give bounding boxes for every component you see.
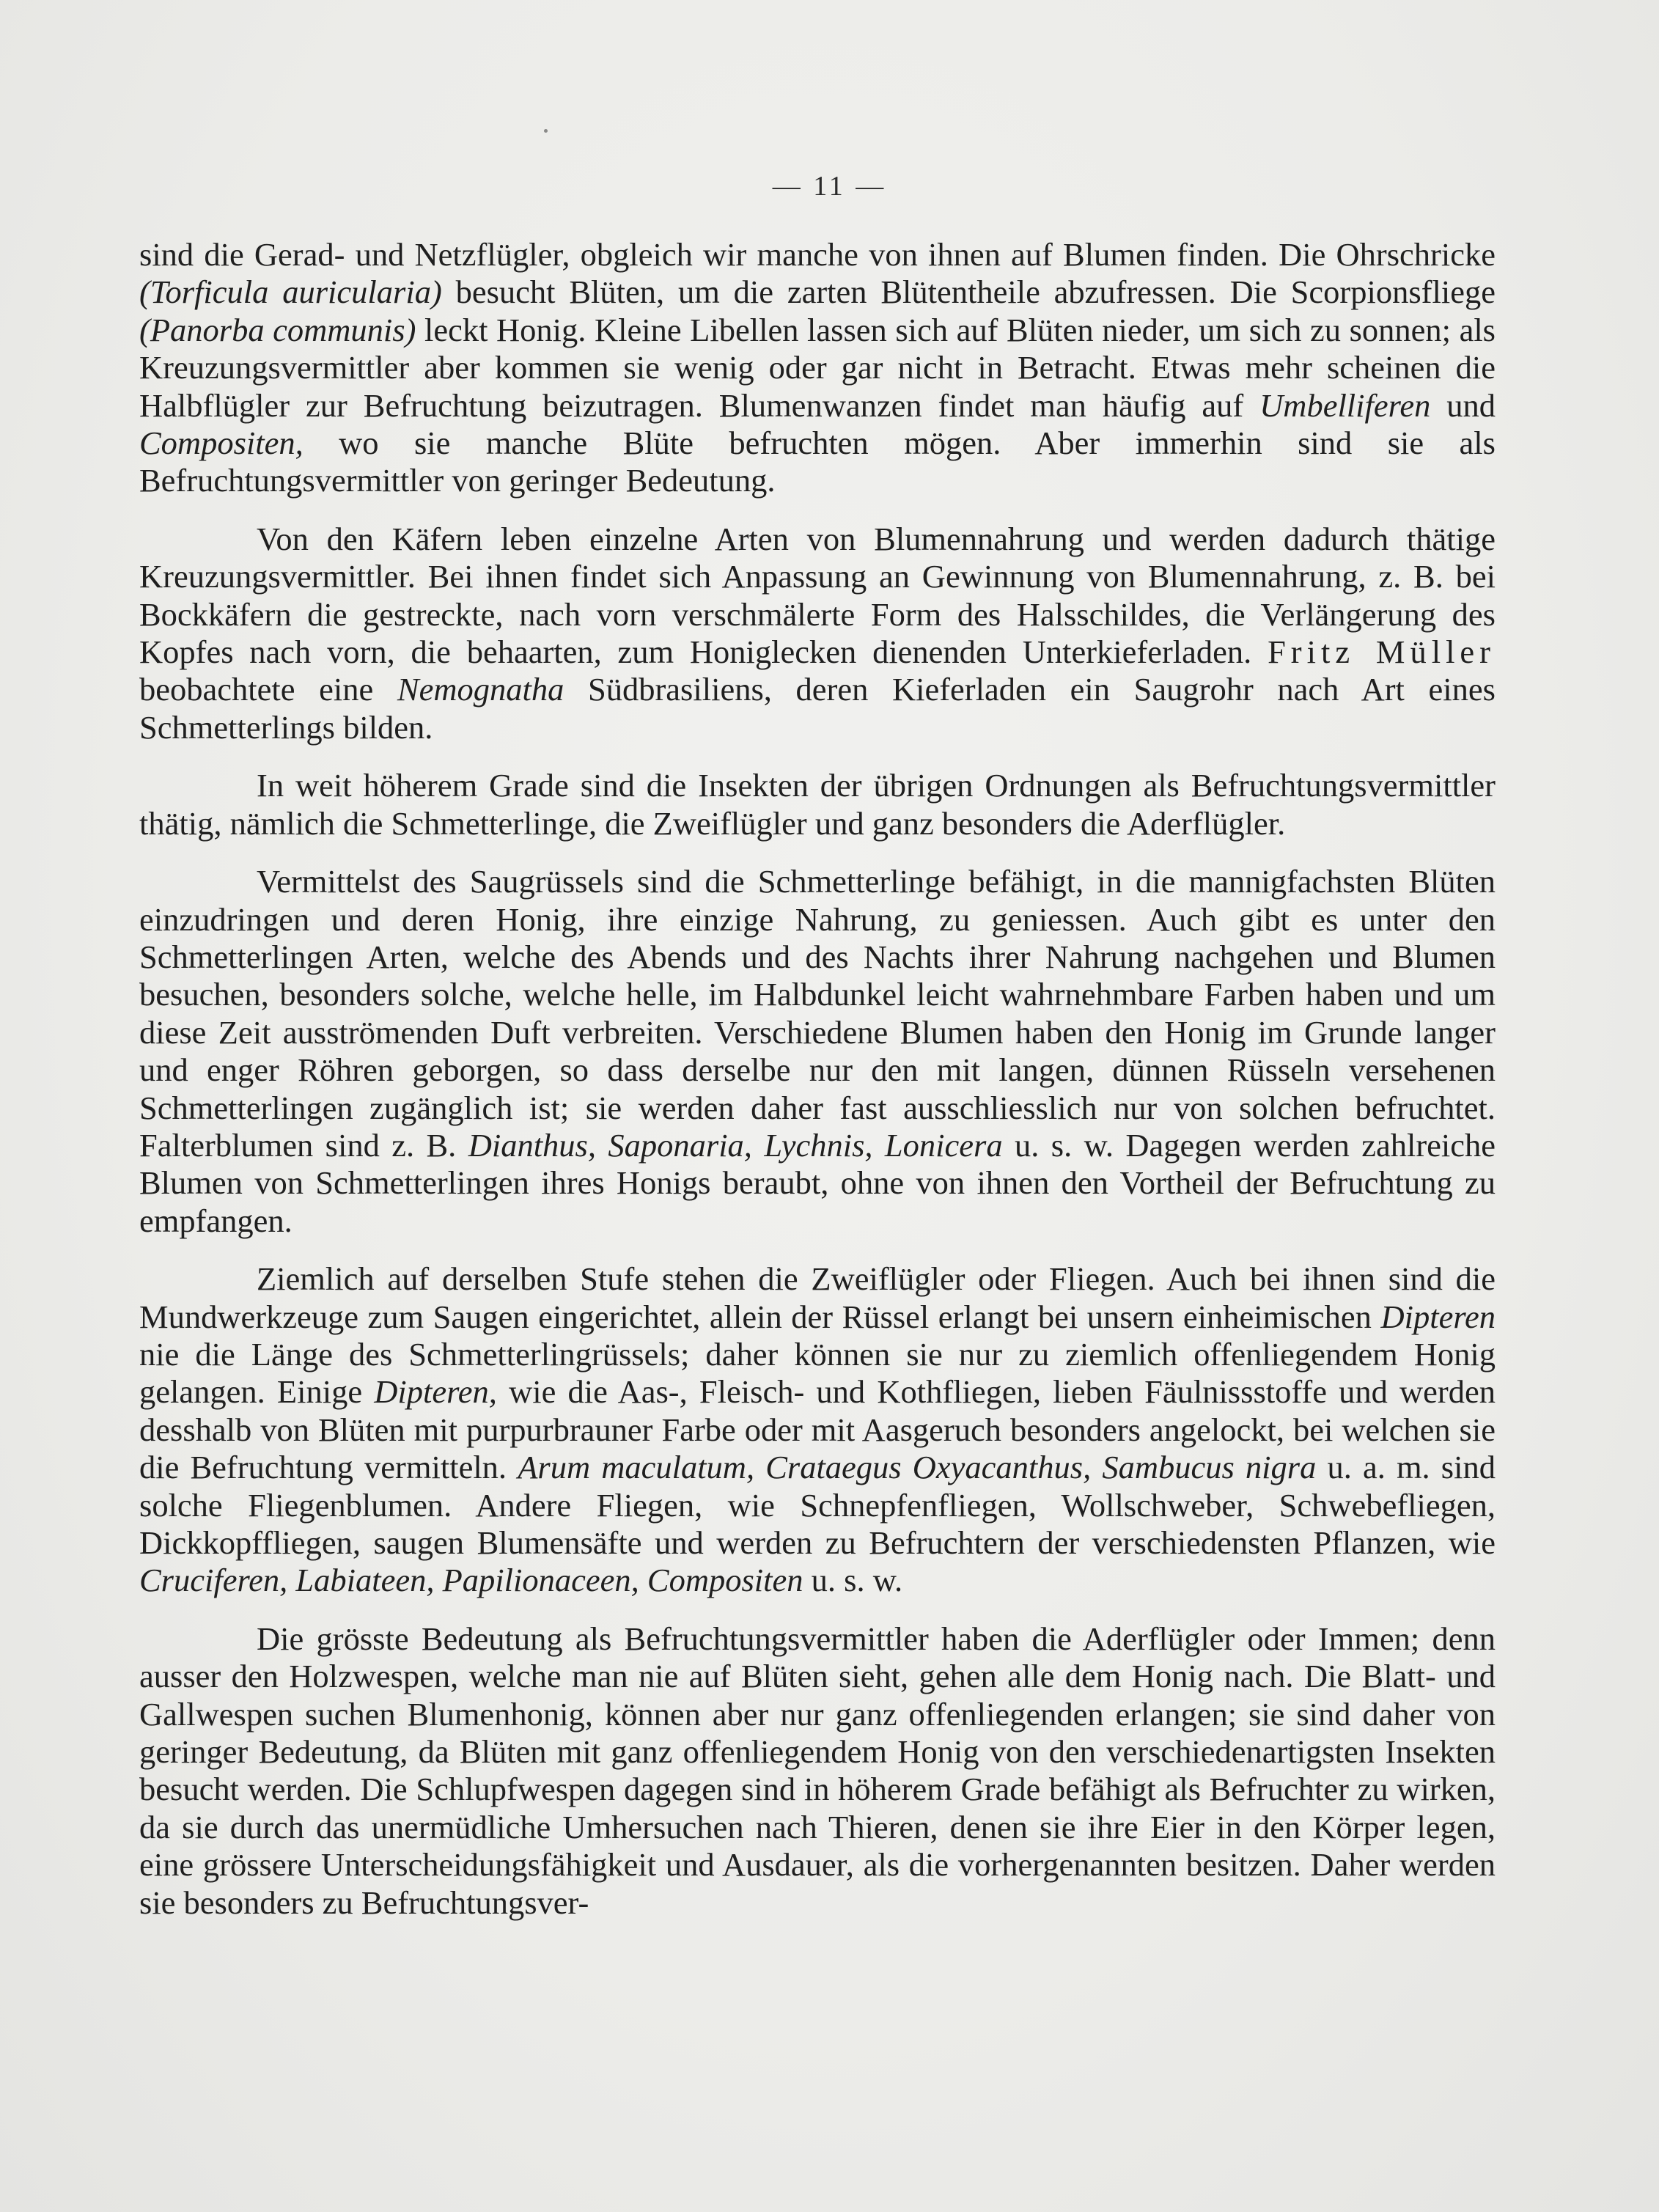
italic-term: Nemognatha xyxy=(397,671,564,708)
italic-term: Compositen, xyxy=(139,425,304,462)
body-text xyxy=(139,236,1496,1942)
paragraph xyxy=(139,863,1496,1240)
print-speck xyxy=(544,129,548,133)
italic-term: Umbelliferen xyxy=(1259,386,1431,424)
italic-term: Dianthus, Saponaria, Lychnis, Lonicera xyxy=(468,1126,1003,1164)
text-run: u. a. m. sind solche Fliegenblumen. Andere Fliegen, wie Schnepfenfliegen, Wollschweber, Schwebefliegen, Dickkopffliegen, saugen Blumensäfte und werden zu Befruchtern der verschiedensten Pflanzen, wie xyxy=(139,1449,1496,1561)
text-run: Von den Käfern leben einzelne Arten von Blumennahrung und werden dadurch thätige Kreuzungsvermittler. Bei ihnen findet sich Anpassung an Gewinnung von Blumennahrung, z. B. bei Bockkäfern die gestreckte, nach vorn verschmälerte Form des Halsschildes, die Verlängerung des Kopfes nach vorn, die behaarten, zum Honiglecken dienenden Unterkieferladen. xyxy=(139,520,1496,671)
text-run: beobachtete eine xyxy=(139,671,397,708)
text-run: besucht Blüten, um die zarten Blütentheile abzufressen. Die Scorpionsfliege xyxy=(441,273,1496,311)
text-run: und xyxy=(1430,386,1496,424)
text-run: wie die Aas-, Fleisch- und Kothfliegen, lieben Fäulnissstoffe und werden desshalb von Blüten mit purpurbrauner Farbe oder mit Aasgeruch besonders angelockt, bei welchen sie die Befruchtung vermitteln. xyxy=(139,1373,1496,1486)
text-run: u. s. w. xyxy=(803,1562,903,1599)
italic-term: Arum maculatum, Crataegus Oxyacanthus, Sambucus nigra xyxy=(518,1449,1317,1486)
italic-term: Dipteren xyxy=(1380,1298,1496,1335)
paragraph xyxy=(139,236,1496,500)
paragraph xyxy=(139,521,1496,746)
paragraph xyxy=(139,767,1496,842)
italic-term: Cruciferen, Labiateen, Papilionaceen, Compositen xyxy=(139,1562,803,1599)
text-run: nie die Länge des Schmetterlingrüssels; daher können sie nur zu ziemlich offenliegendem Honig gelangen. Einige xyxy=(139,1335,1496,1411)
text-run: u. s. w. Dagegen werden zahlreiche Blumen von Schmetterlingen ihres Honigs beraubt, ohne von ihnen den Vortheil der Befruchtung zu empfangen. xyxy=(139,1126,1496,1239)
text-run: Ziemlich auf derselben Stufe stehen die Zweiflügler oder Fliegen. Auch bei ihnen sind die Mundwerkzeuge zum Saugen eingerichtet, allein der Rüssel erlangt bei unsern einheimischen xyxy=(139,1260,1496,1335)
italic-term: (Torficula auricularia) xyxy=(139,273,442,311)
page-number: — 11 — xyxy=(772,171,887,202)
text-run: Die grösste Bedeutung als Befruchtungsvermittler haben die Aderflügler oder Immen; denn ausser den Holzwespen, welche man nie auf Blüten sieht, gehen alle dem Honig nach. Die Blatt- und Gallwespen suchen Blumenhonig, können aber nur ganz offenliegenden erlangen; sie sind daher von geringer Bedeutung, da Blüten mit ganz offenliegendem Honig von den verschiedenartigsten Insekten besucht werden. Die Schlupfwespen dagegen sind in höherem Grade befähigt als Befruchter zu wirken, da sie durch das unermüdliche Umhersuchen nach Thieren, denen sie ihre Eier in den Körper legen, eine grössere Unterscheidungsfähigkeit und Ausdauer, als die vorhergenannten besitzen. Daher werden sie besonders zu Befruchtungsver- xyxy=(139,1620,1496,1921)
italic-term: Dipteren, xyxy=(374,1373,497,1411)
text-run: In weit höherem Grade sind die Insekten der übrigen Ordnungen als Befruchtungsvermittler thätig, nämlich die Schmetterlinge, die Zweiflügler und ganz besonders die Aderflügler. xyxy=(139,767,1496,842)
text-run: Südbrasiliens, deren Kieferladen ein Saugrohr nach Art eines Schmetterlings bilden. xyxy=(139,671,1496,746)
text-run: leckt Honig. Kleine Libellen lassen sich auf Blüten nieder, um sich zu sonnen; als Kreuzungsvermittler aber kommen sie wenig oder gar nicht in Betracht. Etwas mehr scheinen die Halbflügler zur Befruchtung beizutragen. Blumenwanzen findet man häufig auf xyxy=(139,311,1496,424)
paragraph xyxy=(139,1260,1496,1600)
spaced-name: Fritz Müller xyxy=(1268,633,1496,671)
text-run: Vermittelst des Saugrüssels sind die Schmetterlinge befähigt, in die mannigfachsten Blüten einzudringen und deren Honig, ihre einzige Nahrung, zu geniessen. Auch gibt es unter den Schmetterlingen Arten, welche des Abends und des Nachts ihrer Nahrung nachgehen und Blumen besuchen, besonders solche, welche helle, im Halbdunkel leicht wahrnehmbare Farben haben und um diese Zeit ausströmenden Duft verbreiten. Verschiedene Blumen haben den Honig im Grunde langer und enger Röhren geborgen, so dass derselbe nur den mit langen, dünnen Rüsseln versehenen Schmetterlingen zugänglich ist; sie werden daher fast ausschliesslich nur von solchen befruchtet. Falterblumen sind z. B. xyxy=(139,863,1496,1164)
paragraph xyxy=(139,1620,1496,1922)
text-run: sind die Gerad- und Netzflügler, obgleich wir manche von ihnen auf Blumen finden. Die Ohrschricke xyxy=(139,236,1496,273)
italic-term: (Panorba communis) xyxy=(139,311,416,348)
text-run: wo sie manche Blüte befruchten mögen. Aber immerhin sind sie als Befruchtungsvermittler von geringer Bedeutung. xyxy=(139,425,1496,499)
